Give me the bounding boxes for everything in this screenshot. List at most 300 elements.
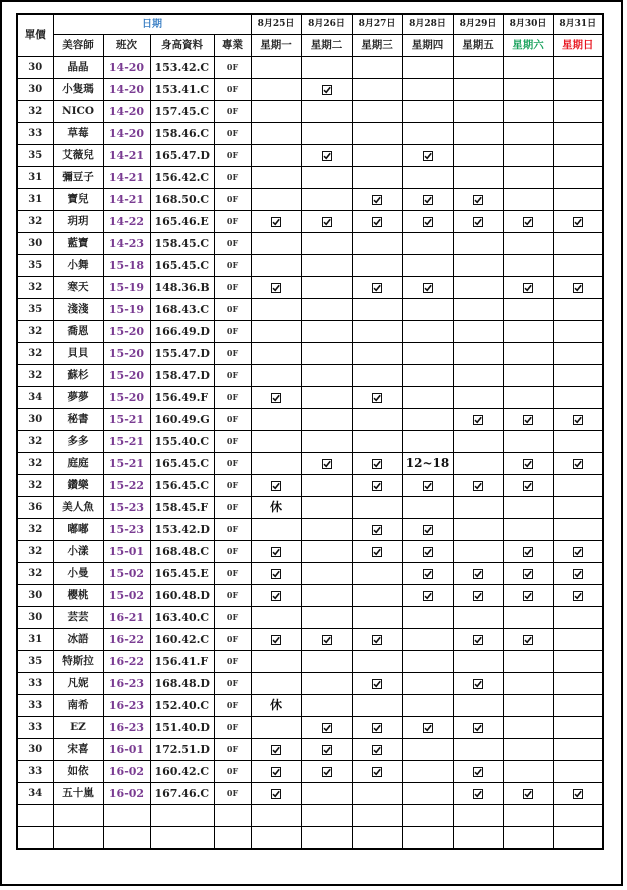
header-date: 8月26日 [301,14,352,35]
day-cell [453,343,503,365]
header-row-weekdays [17,35,603,57]
shift-cell: 16-21 [103,607,150,629]
day-cell [402,277,453,299]
checkbox-checked-icon [322,745,332,755]
body-data-cell: 160.49.G [150,409,214,431]
day-cell [553,145,603,167]
header-date: 8月27日 [352,14,402,35]
spec-cell [214,805,251,827]
day-cell [251,255,301,277]
day-cell [553,541,603,563]
day-cell [553,827,603,850]
day-cell [553,453,603,475]
spec-cell: 0F [214,431,251,453]
table-row [17,827,603,850]
price-cell: 32 [17,475,53,497]
shift-cell: 15-18 [103,255,150,277]
header-row-dates [17,14,603,35]
body-data-cell: 168.48.D [150,673,214,695]
day-cell [352,387,402,409]
day-cell [503,167,553,189]
checkbox-checked-icon [423,723,433,733]
day-cell [352,651,402,673]
checkbox-checked-icon [473,679,483,689]
day-cell [553,57,603,79]
day-cell [453,409,503,431]
checkbox-checked-icon [271,217,281,227]
day-cell [453,541,503,563]
header-weekday: 星期一 [251,35,301,57]
day-cell [453,805,503,827]
header-weekday: 星期五 [453,35,503,57]
day-cell [402,123,453,145]
day-cell [352,827,402,850]
day-cell [553,585,603,607]
day-cell [503,189,553,211]
day-cell [352,299,402,321]
day-cell [251,387,301,409]
body-data-cell: 167.46.C [150,783,214,805]
day-cell [553,607,603,629]
day-cell [402,211,453,233]
day-cell [503,145,553,167]
day-cell [402,519,453,541]
checkbox-checked-icon [573,459,583,469]
day-cell [402,255,453,277]
day-cell [301,387,352,409]
beautician-name: 南希 [53,695,103,717]
day-cell [453,277,503,299]
day-cell [301,805,352,827]
day-cell [503,365,553,387]
price-cell: 33 [17,695,53,717]
checkbox-checked-icon [523,635,533,645]
day-cell [251,651,301,673]
table-row [17,299,603,321]
checkbox-checked-icon [322,459,332,469]
shift-cell: 16-22 [103,629,150,651]
table-row [17,167,603,189]
day-cell [553,101,603,123]
day-cell [453,717,503,739]
spec-cell: 0F [214,277,251,299]
day-cell [553,189,603,211]
day-cell [301,475,352,497]
beautician-name: 如依 [53,761,103,783]
day-cell [503,585,553,607]
checkbox-checked-icon [271,591,281,601]
day-cell [352,563,402,585]
beautician-name: EZ [53,717,103,739]
day-cell [453,453,503,475]
beautician-name: 夢夢 [53,387,103,409]
body-data-cell: 158.46.C [150,123,214,145]
price-cell: 35 [17,299,53,321]
body-data-cell: 153.41.C [150,79,214,101]
day-cell [352,409,402,431]
table-row [17,585,603,607]
day-cell [503,233,553,255]
day-cell [503,651,553,673]
day-cell [402,629,453,651]
day-cell [301,431,352,453]
day-cell [503,497,553,519]
shift-cell: 16-23 [103,695,150,717]
beautician-name: 嘟嘟 [53,519,103,541]
day-cell [301,629,352,651]
day-cell [553,673,603,695]
day-cell [352,431,402,453]
checkbox-checked-icon [372,767,382,777]
checkbox-checked-icon [523,217,533,227]
day-cell [503,101,553,123]
day-cell [352,739,402,761]
spec-cell: 0F [214,255,251,277]
day-cell [402,783,453,805]
day-cell [352,79,402,101]
day-cell [352,695,402,717]
day-cell [503,211,553,233]
day-cell [453,695,503,717]
day-cell [402,651,453,673]
spec-cell: 0F [214,321,251,343]
table-row [17,673,603,695]
header-date-label: 日期 [53,14,251,35]
day-cell [301,717,352,739]
beautician-name: 冰語 [53,629,103,651]
spec-cell: 0F [214,563,251,585]
body-data-cell: 152.40.C [150,695,214,717]
header-class: 班次 [103,35,150,57]
day-cell [251,233,301,255]
beautician-name: 草莓 [53,123,103,145]
checkbox-checked-icon [423,283,433,293]
day-cell [453,299,503,321]
price-cell: 31 [17,189,53,211]
day-cell [453,563,503,585]
day-cell [402,145,453,167]
header-weekday: 星期二 [301,35,352,57]
price-cell: 32 [17,277,53,299]
day-cell [402,431,453,453]
checkbox-checked-icon [322,723,332,733]
day-cell [251,453,301,475]
day-cell [453,365,503,387]
day-cell [553,409,603,431]
day-cell [553,431,603,453]
checkbox-checked-icon [573,789,583,799]
day-cell [553,233,603,255]
day-cell [402,497,453,519]
beautician-name: 多多 [53,431,103,453]
body-data-cell: 153.42.D [150,519,214,541]
table-row [17,783,603,805]
day-cell [251,79,301,101]
table-row [17,321,603,343]
day-cell [301,607,352,629]
checkbox-checked-icon [271,789,281,799]
day-cell [301,651,352,673]
price-cell: 32 [17,563,53,585]
price-cell: 35 [17,145,53,167]
shift-cell: 16-23 [103,717,150,739]
day-cell [453,651,503,673]
day-cell [453,585,503,607]
day-cell [251,123,301,145]
checkbox-checked-icon [271,569,281,579]
day-cell [301,101,352,123]
body-data-cell: 168.48.C [150,541,214,563]
body-data-cell: 156.41.F [150,651,214,673]
price-cell: 32 [17,101,53,123]
day-cell [251,739,301,761]
day-cell [553,761,603,783]
price-cell: 30 [17,57,53,79]
body-data-cell: 163.40.C [150,607,214,629]
spec-cell: 0F [214,299,251,321]
table-row [17,343,603,365]
checkbox-checked-icon [573,217,583,227]
price-cell: 32 [17,365,53,387]
spec-cell: 0F [214,783,251,805]
day-cell [553,167,603,189]
body-data-cell: 168.50.C [150,189,214,211]
day-cell [453,123,503,145]
day-cell [402,101,453,123]
day-cell [402,673,453,695]
day-cell [453,255,503,277]
day-cell [453,431,503,453]
price-cell: 30 [17,79,53,101]
checkbox-checked-icon [473,217,483,227]
spec-cell: 0F [214,101,251,123]
beautician-name: 凡妮 [53,673,103,695]
shift-cell: 14-23 [103,233,150,255]
shift-cell [103,805,150,827]
checkbox-checked-icon [423,525,433,535]
day-cell [503,519,553,541]
shift-cell: 15-20 [103,321,150,343]
day-cell [503,739,553,761]
day-cell [453,739,503,761]
day-cell [503,387,553,409]
day-cell [402,563,453,585]
spec-cell [214,827,251,850]
beautician-name: 寶兒 [53,189,103,211]
day-cell [453,321,503,343]
day-cell [301,827,352,850]
body-data-cell: 165.47.D [150,145,214,167]
table-row [17,739,603,761]
price-cell [17,805,53,827]
shift-cell: 14-20 [103,101,150,123]
spec-cell: 0F [214,79,251,101]
day-cell [402,299,453,321]
spec-cell: 0F [214,607,251,629]
table-row [17,563,603,585]
price-cell: 30 [17,409,53,431]
header-date: 8月25日 [251,14,301,35]
day-cell [352,541,402,563]
body-data-cell: 165.45.E [150,563,214,585]
checkbox-checked-icon [271,481,281,491]
body-data-cell: 160.42.C [150,629,214,651]
shift-cell: 15-01 [103,541,150,563]
table-row [17,607,603,629]
day-cell [553,365,603,387]
checkbox-checked-icon [423,591,433,601]
day-cell [251,827,301,850]
day-cell [251,607,301,629]
checkbox-checked-icon [322,767,332,777]
checkbox-checked-icon [271,745,281,755]
shift-cell: 14-20 [103,123,150,145]
shift-cell: 15-02 [103,585,150,607]
spec-cell: 0F [214,365,251,387]
spec-cell: 0F [214,497,251,519]
day-cell [251,409,301,431]
shift-cell: 14-21 [103,189,150,211]
body-data-cell: 168.43.C [150,299,214,321]
day-cell [352,805,402,827]
day-cell [402,365,453,387]
day-cell [553,79,603,101]
beautician-name [53,805,103,827]
body-data-cell: 156.42.C [150,167,214,189]
day-cell [553,739,603,761]
day-cell [301,761,352,783]
day-note: 12~18 [405,456,450,470]
shift-cell: 16-02 [103,783,150,805]
table-row [17,365,603,387]
day-cell [553,321,603,343]
table-row [17,431,603,453]
checkbox-checked-icon [423,195,433,205]
day-cell [503,695,553,717]
checkbox-checked-icon [523,459,533,469]
day-cell [453,475,503,497]
beautician-name: 艾薇兒 [53,145,103,167]
day-cell [402,189,453,211]
header-body: 身高資料 [150,35,214,57]
header-weekday-saturday: 星期六 [503,35,553,57]
price-cell: 34 [17,387,53,409]
checkbox-checked-icon [372,393,382,403]
checkbox-checked-icon [473,635,483,645]
checkbox-checked-icon [271,767,281,777]
table-row [17,651,603,673]
checkbox-checked-icon [372,195,382,205]
day-cell [553,299,603,321]
price-cell: 31 [17,167,53,189]
day-cell [553,717,603,739]
day-cell [352,167,402,189]
day-cell [251,189,301,211]
checkbox-checked-icon [423,151,433,161]
day-cell [301,365,352,387]
day-cell [301,123,352,145]
table-row [17,409,603,431]
table-row [17,541,603,563]
day-cell [251,57,301,79]
price-cell: 32 [17,453,53,475]
price-cell: 32 [17,321,53,343]
spec-cell: 0F [214,541,251,563]
header-date: 8月28日 [402,14,453,35]
day-cell [251,475,301,497]
day-cell [453,673,503,695]
day-cell [503,629,553,651]
day-cell [503,431,553,453]
body-data-cell: 157.45.C [150,101,214,123]
day-cell [402,79,453,101]
price-cell: 35 [17,255,53,277]
day-cell [352,585,402,607]
spec-cell: 0F [214,233,251,255]
shift-cell: 15-21 [103,453,150,475]
day-cell [352,519,402,541]
day-cell [402,321,453,343]
day-cell [402,233,453,255]
table-row [17,211,603,233]
day-cell [453,827,503,850]
price-cell: 33 [17,673,53,695]
day-cell [352,189,402,211]
day-cell [503,299,553,321]
beautician-name: 庭庭 [53,453,103,475]
day-cell [352,321,402,343]
day-cell [251,145,301,167]
day-note: 休 [269,698,282,712]
day-cell [453,101,503,123]
day-cell [402,343,453,365]
day-cell [553,343,603,365]
spec-cell: 0F [214,673,251,695]
beautician-name: 特斯拉 [53,651,103,673]
day-cell [453,607,503,629]
checkbox-checked-icon [523,789,533,799]
beautician-name: 喬恩 [53,321,103,343]
day-cell [553,783,603,805]
day-cell [402,167,453,189]
body-data-cell: 160.48.D [150,585,214,607]
day-cell [453,497,503,519]
day-cell [251,167,301,189]
day-cell [251,299,301,321]
checkbox-checked-icon [573,547,583,557]
beautician-name: 玥玥 [53,211,103,233]
checkbox-checked-icon [372,217,382,227]
checkbox-checked-icon [423,481,433,491]
beautician-name: 彌豆子 [53,167,103,189]
body-data-cell: 172.51.D [150,739,214,761]
price-cell: 32 [17,519,53,541]
shift-cell: 15-02 [103,563,150,585]
beautician-name [53,827,103,850]
beautician-name: 淺淺 [53,299,103,321]
day-cell [301,673,352,695]
table-row [17,761,603,783]
body-data-cell: 156.45.C [150,475,214,497]
day-cell [503,761,553,783]
checkbox-checked-icon [372,723,382,733]
header-weekday-sunday: 星期日 [553,35,603,57]
day-cell [352,57,402,79]
spec-cell: 0F [214,343,251,365]
day-cell [402,827,453,850]
day-cell [301,299,352,321]
checkbox-checked-icon [372,679,382,689]
